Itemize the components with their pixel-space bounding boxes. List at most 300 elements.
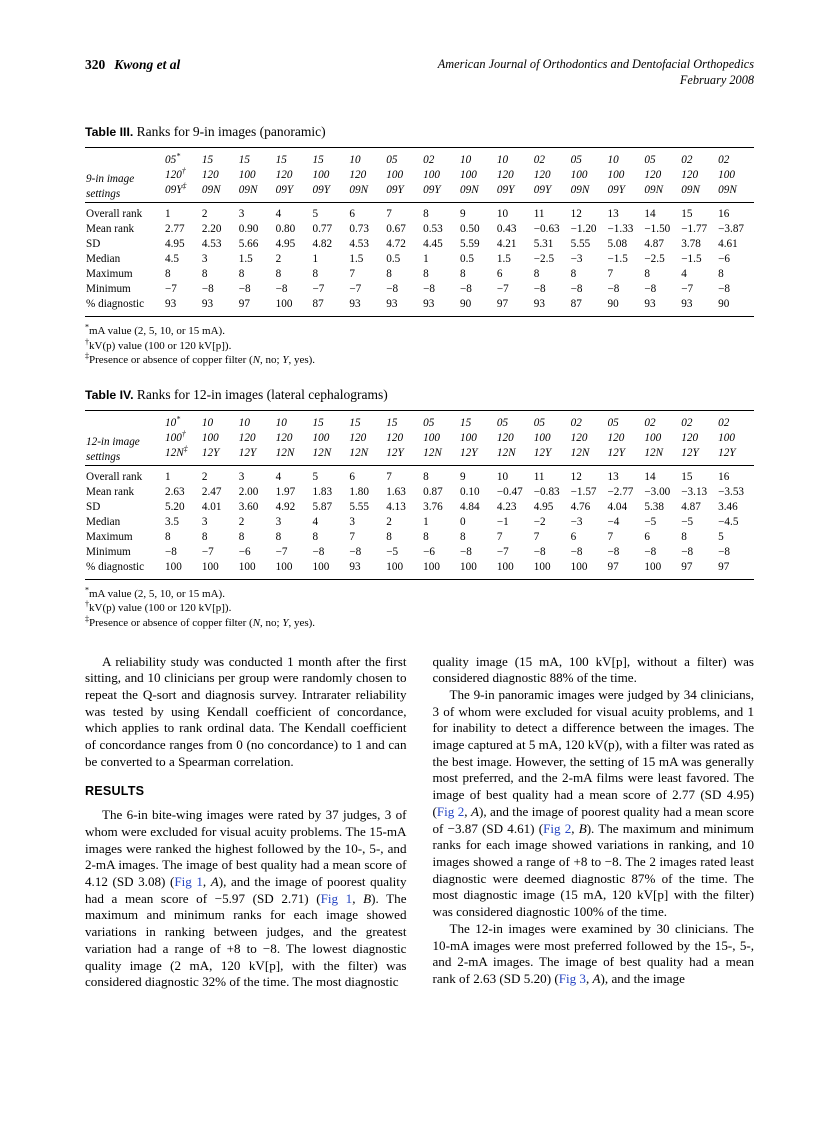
- column-header-cell: 100: [201, 431, 219, 444]
- table-cell: 4.76: [570, 500, 591, 513]
- table-cell: −4.5: [718, 515, 739, 528]
- column-header-cell: 10: [238, 416, 250, 429]
- page-header: [85, 57, 754, 88]
- table-cell: 97: [238, 298, 250, 310]
- table-cell: −3: [570, 253, 583, 265]
- table-cell: 5.31: [533, 238, 554, 250]
- table-cell: 8: [386, 530, 392, 543]
- column-header-cell: 09Y: [533, 184, 552, 196]
- column-header-cell: 12Y: [201, 446, 220, 459]
- table-cell: 4.5: [165, 253, 179, 265]
- table-cell: 7: [607, 268, 614, 280]
- left-column: [85, 654, 407, 991]
- column-header-cell: 120: [349, 431, 367, 444]
- row-label: Overall rank: [86, 470, 143, 483]
- table-row: [85, 485, 754, 500]
- table-footnote: †kV(p) value (100 or 120 kV[p]).: [85, 336, 232, 352]
- column-header-cell: 12Y: [681, 446, 699, 459]
- table-cell: 2: [201, 470, 208, 483]
- column-header-cell: 100: [312, 431, 330, 444]
- column-header-cell: 120: [496, 431, 514, 444]
- column-header-cell: 10*: [165, 414, 181, 429]
- table-cell: 15: [681, 208, 693, 220]
- table-cell: 12: [570, 208, 582, 220]
- column-header-cell: 09N: [681, 184, 700, 196]
- row-label: Minimum: [86, 545, 131, 558]
- table-cell: 100: [570, 560, 588, 573]
- table-cell: −6: [238, 545, 251, 558]
- table-cell: 8: [275, 530, 282, 543]
- table-cell: 3: [275, 515, 282, 528]
- table-cell: 8: [570, 268, 577, 280]
- table-cell: 100: [238, 560, 256, 573]
- table-cell: 2.20: [201, 223, 222, 235]
- column-header-cell: 120: [201, 169, 219, 181]
- table-cell: 2: [386, 515, 392, 528]
- table-cell: 8: [533, 268, 540, 280]
- column-header-cell: 12N: [349, 446, 369, 459]
- table-cell: 4.95: [275, 238, 296, 250]
- table-cell: 100: [533, 560, 551, 573]
- column-header-cell: 09Y: [312, 184, 330, 196]
- column-header-cell: 100: [423, 431, 440, 444]
- table-cell: 2.63: [165, 485, 185, 498]
- table-cell: −1.50: [644, 223, 671, 235]
- table-cell: −1: [496, 515, 509, 528]
- table-cell: 5.38: [644, 500, 664, 513]
- column-header-cell: 15: [312, 416, 324, 429]
- body-paragraph: quality image (15 mA, 100 kV[p], without a filter) was considered diagnostic 88% of the time.: [432, 653, 754, 686]
- row-label: Median: [86, 515, 121, 528]
- table-cell: 8: [460, 530, 466, 543]
- table-cell: 8: [423, 470, 429, 483]
- column-header-cell: 120: [681, 431, 699, 444]
- table-cell: 8: [423, 268, 429, 280]
- column-header-cell: 05*: [165, 151, 181, 166]
- table-cell: 93: [644, 298, 656, 310]
- column-header-cell: 100: [718, 431, 735, 444]
- column-header-cell: 120†: [165, 166, 186, 181]
- column-header-cell: 10: [275, 416, 287, 429]
- column-header-cell: 12Y: [460, 446, 478, 459]
- table-caption-text: Ranks for 12-in images (lateral cephalograms): [136, 386, 388, 402]
- column-header-cell: 09N: [349, 184, 369, 196]
- column-header-cell: 12Y: [386, 446, 404, 459]
- table-cell: −8: [460, 545, 472, 558]
- column-header-cell: 10: [607, 154, 619, 166]
- column-header-cell: 15: [312, 154, 324, 166]
- figure-link[interactable]: Fig 2: [543, 820, 572, 836]
- table-cell: 3.60: [238, 500, 259, 513]
- column-header-cell: 02: [718, 416, 730, 429]
- column-header-cell: 15: [201, 154, 214, 166]
- table-cell: 13: [607, 208, 619, 220]
- table-cell: 8: [275, 268, 282, 280]
- table-cell: 7: [349, 268, 355, 280]
- table-cell: 8: [312, 530, 319, 543]
- table-cell: −8: [644, 283, 657, 295]
- column-header-cell: 12N: [570, 446, 590, 459]
- table-cell: 8: [460, 268, 466, 280]
- table-cell: −8: [275, 283, 288, 295]
- column-header-cell: 120: [681, 169, 699, 181]
- table-cell: −0.47: [496, 485, 523, 498]
- column-header-cell: 09Y: [423, 184, 441, 196]
- table-cell: 1: [423, 515, 429, 528]
- row-label: Median: [86, 253, 121, 265]
- table-cell: −8: [570, 283, 583, 295]
- column-header-cell: 09N: [718, 184, 737, 196]
- table-footnote: ‡Presence or absence of copper filter (N, no; Y, yes).: [85, 351, 316, 367]
- column-header-cell: 09Y: [275, 184, 294, 196]
- column-header-cell: 10: [496, 154, 509, 166]
- table-cell: 3.5: [165, 515, 179, 528]
- running-head-left: [85, 57, 180, 73]
- table-cell: −0.63: [533, 223, 560, 235]
- column-header-cell: 15: [349, 416, 361, 429]
- table-cell: 7: [607, 530, 614, 543]
- table-row: [85, 297, 754, 317]
- table-cell: 0: [460, 515, 466, 528]
- table-cell: 2.00: [238, 485, 259, 498]
- table-cell: 5: [312, 208, 319, 220]
- table-cell: 6: [570, 530, 577, 543]
- table-iii-block: [85, 124, 754, 368]
- table-cell: 5.55: [570, 238, 591, 250]
- table-cell: 9: [460, 470, 466, 483]
- table-cell: 97: [607, 560, 619, 573]
- column-header-cell: 05: [496, 416, 509, 429]
- table-cell: −7: [312, 283, 325, 295]
- table-cell: −3: [570, 515, 583, 528]
- table-cell: 3: [238, 208, 245, 220]
- table-cell: 1.5: [349, 253, 364, 265]
- column-header-cell: 10: [349, 154, 361, 166]
- table-row: [85, 545, 754, 560]
- table-footnote: *mA value (2, 5, 10, or 15 mA).: [85, 585, 225, 600]
- column-header-cell: 120: [533, 169, 551, 181]
- table-cell: 90: [460, 298, 472, 310]
- table-cell: −3.87: [718, 223, 745, 235]
- table-cell: 14: [644, 470, 656, 483]
- table-cell: −8: [570, 545, 583, 558]
- table-cell: 3: [201, 253, 208, 265]
- table-iv-caption: [85, 387, 754, 403]
- table-cell: −8: [201, 283, 214, 295]
- table-cell: 1.63: [386, 485, 406, 498]
- table-cell: 8: [423, 208, 429, 220]
- table-cell: 8: [644, 268, 650, 280]
- column-header-cell: 09Y: [607, 184, 625, 196]
- table-cell: −8: [533, 283, 546, 295]
- table-cell: 4: [312, 515, 319, 528]
- table-cell: 1.5: [496, 253, 511, 265]
- table-cell: 14: [644, 208, 656, 220]
- table-cell: 100: [423, 560, 440, 573]
- table-cell: 4.92: [275, 500, 296, 513]
- table-iii-footnotes: [85, 324, 754, 368]
- row-label: Mean rank: [86, 485, 135, 498]
- table-cell: −1.5: [681, 253, 702, 265]
- column-header-cell: 09N: [570, 184, 590, 196]
- table-cell: −8: [165, 545, 177, 558]
- table-cell: −1.77: [681, 223, 708, 235]
- table-footnote: †kV(p) value (100 or 120 kV[p]).: [85, 599, 232, 615]
- table-cell: 4.13: [386, 500, 406, 513]
- table-cell: 10: [496, 208, 509, 220]
- column-header-cell: 02: [681, 416, 693, 429]
- column-header-cell: 09N: [460, 184, 479, 196]
- body-text: [85, 654, 754, 991]
- table-cell: 3.76: [423, 500, 443, 513]
- table-cell: 4.95: [533, 500, 554, 513]
- column-header-cell: 120: [386, 431, 404, 444]
- column-header-cell: 12N: [275, 446, 295, 459]
- table-row: [85, 465, 754, 485]
- table-cell: 100: [460, 560, 477, 573]
- table-cell: 16: [718, 470, 730, 483]
- column-header-cell: 09Y‡: [165, 181, 187, 196]
- column-header-cell: 02: [644, 416, 656, 429]
- table-cell: −8: [644, 545, 657, 558]
- column-header-cell: 12N‡: [165, 444, 188, 459]
- running-head-right: [438, 57, 754, 88]
- table-cell: 12: [570, 470, 582, 483]
- table-cell: 7: [349, 530, 355, 543]
- table-cell: −8: [238, 283, 251, 295]
- column-header-cell: 10: [460, 154, 472, 166]
- column-header-cell: 02: [718, 154, 730, 166]
- table-cell: −7: [275, 545, 288, 558]
- table-cell: 87: [312, 298, 324, 310]
- table-cell: −0.83: [533, 485, 560, 498]
- table-cell: 10: [496, 470, 509, 483]
- body-paragraph: A reliability study was conducted 1 month after the first sitting, and 10 clinicians per group were randomly chosen to repeat the Q-sort and diagnosis survey. Intrarater reliability was tested by using Kendall coefficient of concordance, which applies to rank ordinal data. The Kendall coefficient of concordance ranges from 0 (no concordance) to 1 and can be converted to a Spearman correlation.: [85, 653, 407, 769]
- table-cell: 97: [718, 560, 730, 573]
- column-header-cell: 12Y: [607, 446, 625, 459]
- table-cell: 0.73: [349, 223, 369, 235]
- column-header-cell: 12N: [312, 446, 332, 459]
- table-cell: −2.5: [644, 253, 665, 265]
- column-header-cell: 02: [681, 154, 693, 166]
- table-cell: 100: [165, 560, 182, 573]
- table-cell: 93: [349, 560, 361, 573]
- column-header-cell: 05: [570, 154, 582, 166]
- table-cell: −3.00: [644, 485, 671, 498]
- table-iv-footnotes: [85, 587, 754, 631]
- table-cell: 100: [275, 298, 293, 310]
- table-cell: 0.80: [275, 223, 296, 235]
- table-cell: 4.87: [681, 500, 701, 513]
- table-cell: 4.82: [312, 238, 333, 250]
- column-header-cell: 100: [238, 169, 256, 181]
- table-cell: 8: [423, 530, 429, 543]
- table-cell: 5.08: [607, 238, 628, 250]
- table-cell: 4.95: [165, 238, 185, 250]
- table-cell: 4.72: [386, 238, 406, 250]
- table-iii-caption: [85, 124, 754, 140]
- table-row: [85, 282, 754, 297]
- figure-link[interactable]: Fig 3: [558, 970, 586, 986]
- table-cell: −8: [607, 283, 620, 295]
- page-number: 320: [85, 57, 106, 72]
- row-label: Maximum: [86, 530, 133, 543]
- table-cell: 5: [718, 530, 724, 543]
- table-cell: −3.53: [718, 485, 745, 498]
- column-header-cell: 100: [460, 431, 477, 444]
- table-row: [85, 203, 754, 223]
- table-cell: −6: [718, 253, 731, 265]
- running-head-author: Kwong et al: [114, 57, 181, 72]
- table-cell: 1.83: [312, 485, 333, 498]
- column-header-cell: 100†: [165, 429, 186, 444]
- column-header-cell: 09Y: [496, 184, 515, 196]
- row-label: % diagnostic: [86, 298, 145, 310]
- table-cell: 5.20: [165, 500, 185, 513]
- table-cell: −7: [681, 283, 694, 295]
- table-cell: 3.46: [718, 500, 738, 513]
- table-stub-label: 9-in image settings: [86, 173, 135, 200]
- table-cell: 2: [201, 208, 208, 220]
- ranks-table-12in: [85, 410, 754, 580]
- column-header-cell: 12N: [496, 446, 516, 459]
- column-header-cell: 15: [460, 416, 472, 429]
- body-paragraph: The 12-in images were examined by 30 clinicians. The 10-mA images were most preferred followed by the 15-, 5-, and 2-mA images. The image of best quality had a mean rank of 2.63 (SD 5.20) (Fig 3, A), and the image: [432, 920, 754, 986]
- table-cell: 11: [533, 470, 545, 483]
- table-cell: −8: [460, 283, 472, 295]
- column-header-cell: 100: [570, 169, 588, 181]
- column-header-cell: 02: [423, 154, 435, 166]
- table-cell: −7: [201, 545, 214, 558]
- table-cell: 5.59: [460, 238, 480, 250]
- column-header-cell: 100: [644, 431, 662, 444]
- column-header-cell: 05: [386, 154, 398, 166]
- figure-link[interactable]: Fig 1: [174, 874, 203, 889]
- table-cell: −8: [386, 283, 399, 295]
- table-row: [85, 560, 754, 580]
- table-cell: 8: [165, 530, 171, 543]
- table-cell: 3.78: [681, 238, 701, 250]
- table-cell: 9: [460, 208, 466, 220]
- column-header-cell: 10: [201, 416, 214, 429]
- figure-link[interactable]: Fig 2: [436, 803, 465, 819]
- table-cell: −8: [718, 283, 731, 295]
- table-cell: 4.61: [718, 238, 738, 250]
- table-cell: 4.53: [201, 238, 222, 250]
- row-label: SD: [86, 238, 101, 250]
- column-header-cell: 120: [275, 169, 293, 181]
- table-cell: −4: [607, 515, 620, 528]
- table-cell: 5: [312, 470, 319, 483]
- ranks-table-9in: [85, 147, 754, 317]
- column-header-cell: 02: [533, 154, 545, 166]
- table-cell: −5: [386, 545, 399, 558]
- table-cell: −8: [533, 545, 546, 558]
- table-cell: 5.66: [238, 238, 259, 250]
- table-cell: 8: [165, 268, 171, 280]
- table-cell: 6: [349, 470, 355, 483]
- table-cell: 4: [275, 470, 282, 483]
- table-cell: 4.01: [201, 500, 222, 513]
- table-cell: 8: [681, 530, 687, 543]
- table-row: [85, 222, 754, 237]
- table-cell: 4.45: [423, 238, 443, 250]
- table-cell: −1.20: [570, 223, 597, 235]
- table-cell: 1: [423, 253, 429, 265]
- table-cell: 13: [607, 470, 619, 483]
- column-header-cell: 15: [386, 416, 398, 429]
- table-cell: 100: [201, 560, 219, 573]
- table-cell: 0.87: [423, 485, 443, 498]
- column-header-cell: 120: [275, 431, 293, 444]
- table-cell: −8: [423, 283, 436, 295]
- table-cell: −8: [681, 545, 694, 558]
- column-header-cell: 100: [718, 169, 735, 181]
- row-label: Overall rank: [86, 208, 143, 220]
- table-cell: 11: [533, 208, 545, 220]
- row-label: SD: [86, 500, 101, 513]
- table-cell: −8: [312, 545, 325, 558]
- table-cell: 0.5: [386, 253, 401, 265]
- table-cell: 15: [681, 470, 693, 483]
- table-cell: 4.53: [349, 238, 369, 250]
- table-cell: 100: [496, 560, 514, 573]
- table-cell: 6: [496, 268, 503, 280]
- table-cell: 8: [312, 268, 319, 280]
- table-cell: 6: [349, 208, 355, 220]
- table-cell: 93: [165, 298, 177, 310]
- table-cell: 8: [718, 268, 724, 280]
- column-header-cell: 120: [349, 169, 367, 181]
- body-paragraph: The 9-in panoramic images were judged by 34 clinicians, 3 of whom were excluded for visual acuity problems, and 1 for inability to detect a difference between the images. The image captured at 5 mA, 120 kV(p), with a filter was rated as the best image. However, the setting of 15 mA was generally most preferred, and the 2-mA films were least favored. The image of best quality had a mean score of 2.77 (SD 4.95) (Fig 2, A), and the image of poorest quality had a mean score of −3.87 (SD 4.61) (Fig 2, B). The maximum and minimum ranks for each image showed variations in ranking, and 10 images showed a range of +8 to −8. The 2 images rated least diagnostic were deemed diagnostic 87% of the time. The most diagnostic image (15 mA, 120 kV[p] with the filter) was considered diagnostic 100% of the time.: [432, 686, 754, 920]
- table-cell: −2: [533, 515, 546, 528]
- table-cell: 1.5: [238, 253, 253, 265]
- table-footnote: ‡Presence or absence of copper filter (N, no; Y, yes).: [85, 614, 316, 629]
- table-cell: 8: [238, 530, 245, 543]
- table-cell: 8: [238, 268, 245, 280]
- table-cell: 2: [238, 515, 245, 528]
- table-cell: 4.87: [644, 238, 664, 250]
- table-cell: 3: [238, 470, 245, 483]
- table-cell: 1: [165, 470, 171, 483]
- table-cell: 3: [349, 515, 355, 528]
- column-header-cell: 100: [460, 169, 477, 181]
- row-label: % diagnostic: [86, 560, 145, 573]
- figure-link[interactable]: Fig 1: [320, 890, 353, 906]
- table-cell: −8: [349, 545, 362, 558]
- column-header-cell: 120: [496, 169, 514, 181]
- table-cell: 0.43: [496, 223, 517, 235]
- table-row: [85, 267, 754, 282]
- column-header-cell: 05: [423, 416, 435, 429]
- table-cell: 97: [681, 560, 693, 573]
- table-cell: 8: [386, 268, 392, 280]
- table-cell: 4: [275, 208, 282, 220]
- table-cell: 2.47: [201, 485, 222, 498]
- row-label: Minimum: [86, 283, 131, 295]
- table-cell: 7: [386, 470, 392, 483]
- table-row: [85, 500, 754, 515]
- table-cell: 5.87: [312, 500, 333, 513]
- table-cell: −5: [681, 515, 694, 528]
- table-cell: −8: [607, 545, 620, 558]
- table-cell: −7: [496, 545, 509, 558]
- column-header-cell: 05: [644, 154, 656, 166]
- table-cell: −1.33: [607, 223, 634, 235]
- table-cell: 5.55: [349, 500, 369, 513]
- column-header-cell: 100: [312, 169, 330, 181]
- table-cell: 16: [718, 208, 730, 220]
